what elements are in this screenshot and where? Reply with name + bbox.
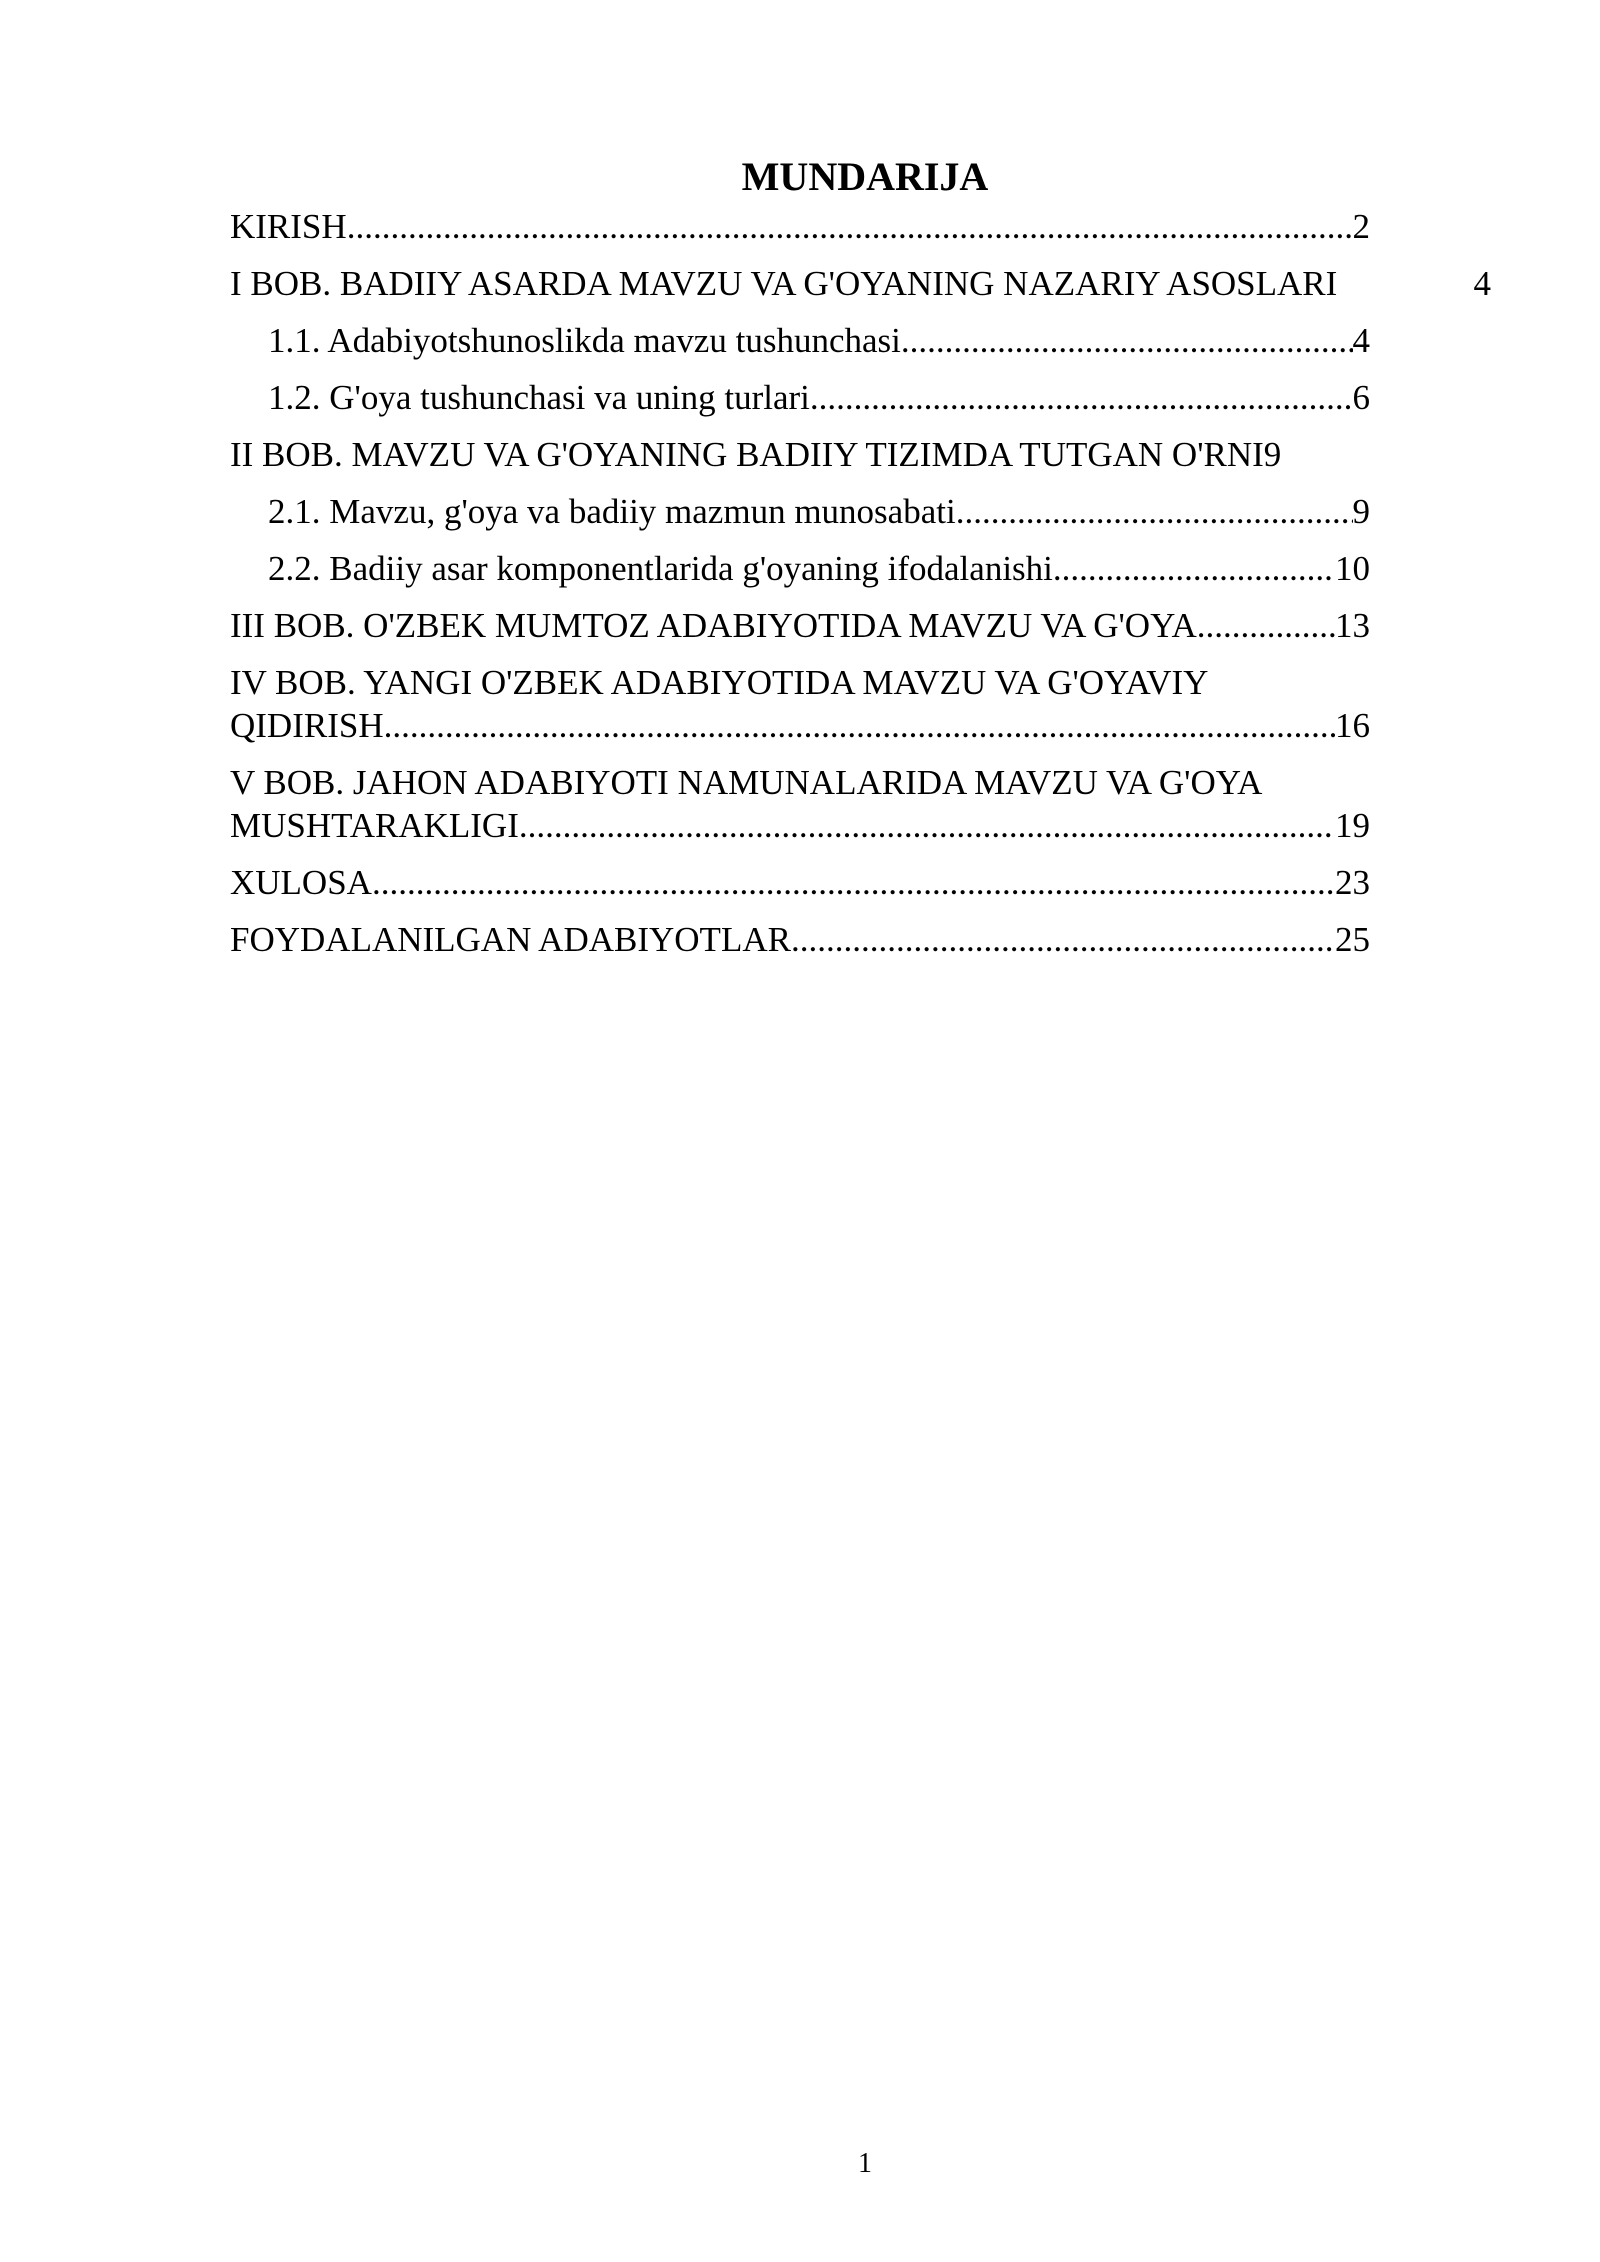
dot-leader bbox=[1053, 547, 1335, 590]
toc-entry-chapter-1[interactable] bbox=[230, 262, 1491, 319]
toc-entry-chapter-2[interactable] bbox=[230, 433, 1370, 490]
toc-entry-text: 2.1. Mavzu, g'oya va badiiy mazmun munosabati bbox=[268, 492, 956, 531]
toc-entry-text: 1.2. G'oya tushunchasi va uning turlari bbox=[268, 378, 810, 417]
dot-leader bbox=[810, 376, 1353, 419]
toc-entry-section-2-2[interactable] bbox=[230, 547, 1370, 604]
toc-entry-page: 23 bbox=[1335, 863, 1370, 902]
toc-entry-page: 10 bbox=[1335, 549, 1370, 588]
toc-entry-chapter-4[interactable] bbox=[230, 661, 1370, 761]
toc-entry-section-1-1[interactable] bbox=[230, 319, 1370, 376]
toc-entry-page: 2 bbox=[1352, 207, 1370, 246]
toc-entry-text: V BOB. JAHON ADABIYOTI NAMUNALARIDA MAVZU VA G'OYA bbox=[230, 763, 1263, 802]
toc-entry-text: IV BOB. YANGI O'ZBEK ADABIYOTIDA MAVZU VA G'OYAVIY bbox=[230, 663, 1209, 702]
toc-entry-page: 16 bbox=[1335, 706, 1370, 745]
page-number: 1 bbox=[858, 2148, 872, 2179]
toc-entry-page: 9 bbox=[1263, 435, 1282, 474]
toc-entry-xulosa[interactable] bbox=[230, 861, 1370, 918]
dot-leader bbox=[347, 205, 1353, 248]
dot-leader bbox=[791, 918, 1335, 961]
toc-entry-page: 4 bbox=[1473, 264, 1491, 303]
toc-entry-text: 2.2. Badiiy asar komponentlarida g'oyaning ifodalanishi bbox=[268, 549, 1053, 588]
toc-entry-page: 4 bbox=[1352, 321, 1370, 360]
toc-entry-section-1-2[interactable] bbox=[230, 376, 1370, 433]
dot-leader bbox=[956, 490, 1353, 533]
dot-leader bbox=[901, 319, 1353, 362]
toc-entry-chapter-3[interactable] bbox=[230, 604, 1370, 661]
toc-entry-references[interactable] bbox=[230, 918, 1370, 975]
toc-entry-page: 9 bbox=[1352, 492, 1370, 531]
dot-leader bbox=[372, 861, 1335, 904]
toc-entry-text: I BOB. BADIIY ASARDA MAVZU VA G'OYANING NAZARIY ASOSLARI bbox=[230, 264, 1338, 303]
dot-leader bbox=[384, 704, 1335, 747]
dot-leader bbox=[1197, 604, 1335, 647]
toc-entry-text: III BOB. O'ZBEK MUMTOZ ADABIYOTIDA MAVZU VA G'OYA bbox=[230, 606, 1197, 645]
toc-entry-chapter-5[interactable] bbox=[230, 761, 1370, 861]
dot-leader bbox=[519, 804, 1335, 847]
toc-entry-text: II BOB. MAVZU VA G'OYANING BADIIY TIZIMDA TUTGAN O'RNI bbox=[230, 435, 1264, 474]
toc-title: MUNDARIJA bbox=[741, 154, 989, 199]
toc-entry-text: 1.1. Adabiyotshunoslikda mavzu tushunchasi bbox=[268, 321, 901, 360]
toc-entry-section-2-1[interactable] bbox=[230, 490, 1370, 547]
toc-entry-kirish[interactable] bbox=[230, 205, 1370, 262]
toc-entry-page: 19 bbox=[1335, 806, 1370, 845]
toc-entry-text-continued: MUSHTARAKLIGI bbox=[230, 806, 519, 845]
toc-entry-page: 25 bbox=[1335, 920, 1370, 959]
toc-entry-page: 13 bbox=[1335, 606, 1370, 645]
toc-entry-text: XULOSA bbox=[230, 863, 372, 902]
table-of-contents bbox=[230, 205, 1491, 975]
toc-entry-text: FOYDALANILGAN ADABIYOTLAR bbox=[230, 920, 791, 959]
toc-entry-page: 6 bbox=[1352, 378, 1370, 417]
toc-entry-text: KIRISH bbox=[230, 207, 347, 246]
toc-entry-text-continued: QIDIRISH bbox=[230, 706, 384, 745]
